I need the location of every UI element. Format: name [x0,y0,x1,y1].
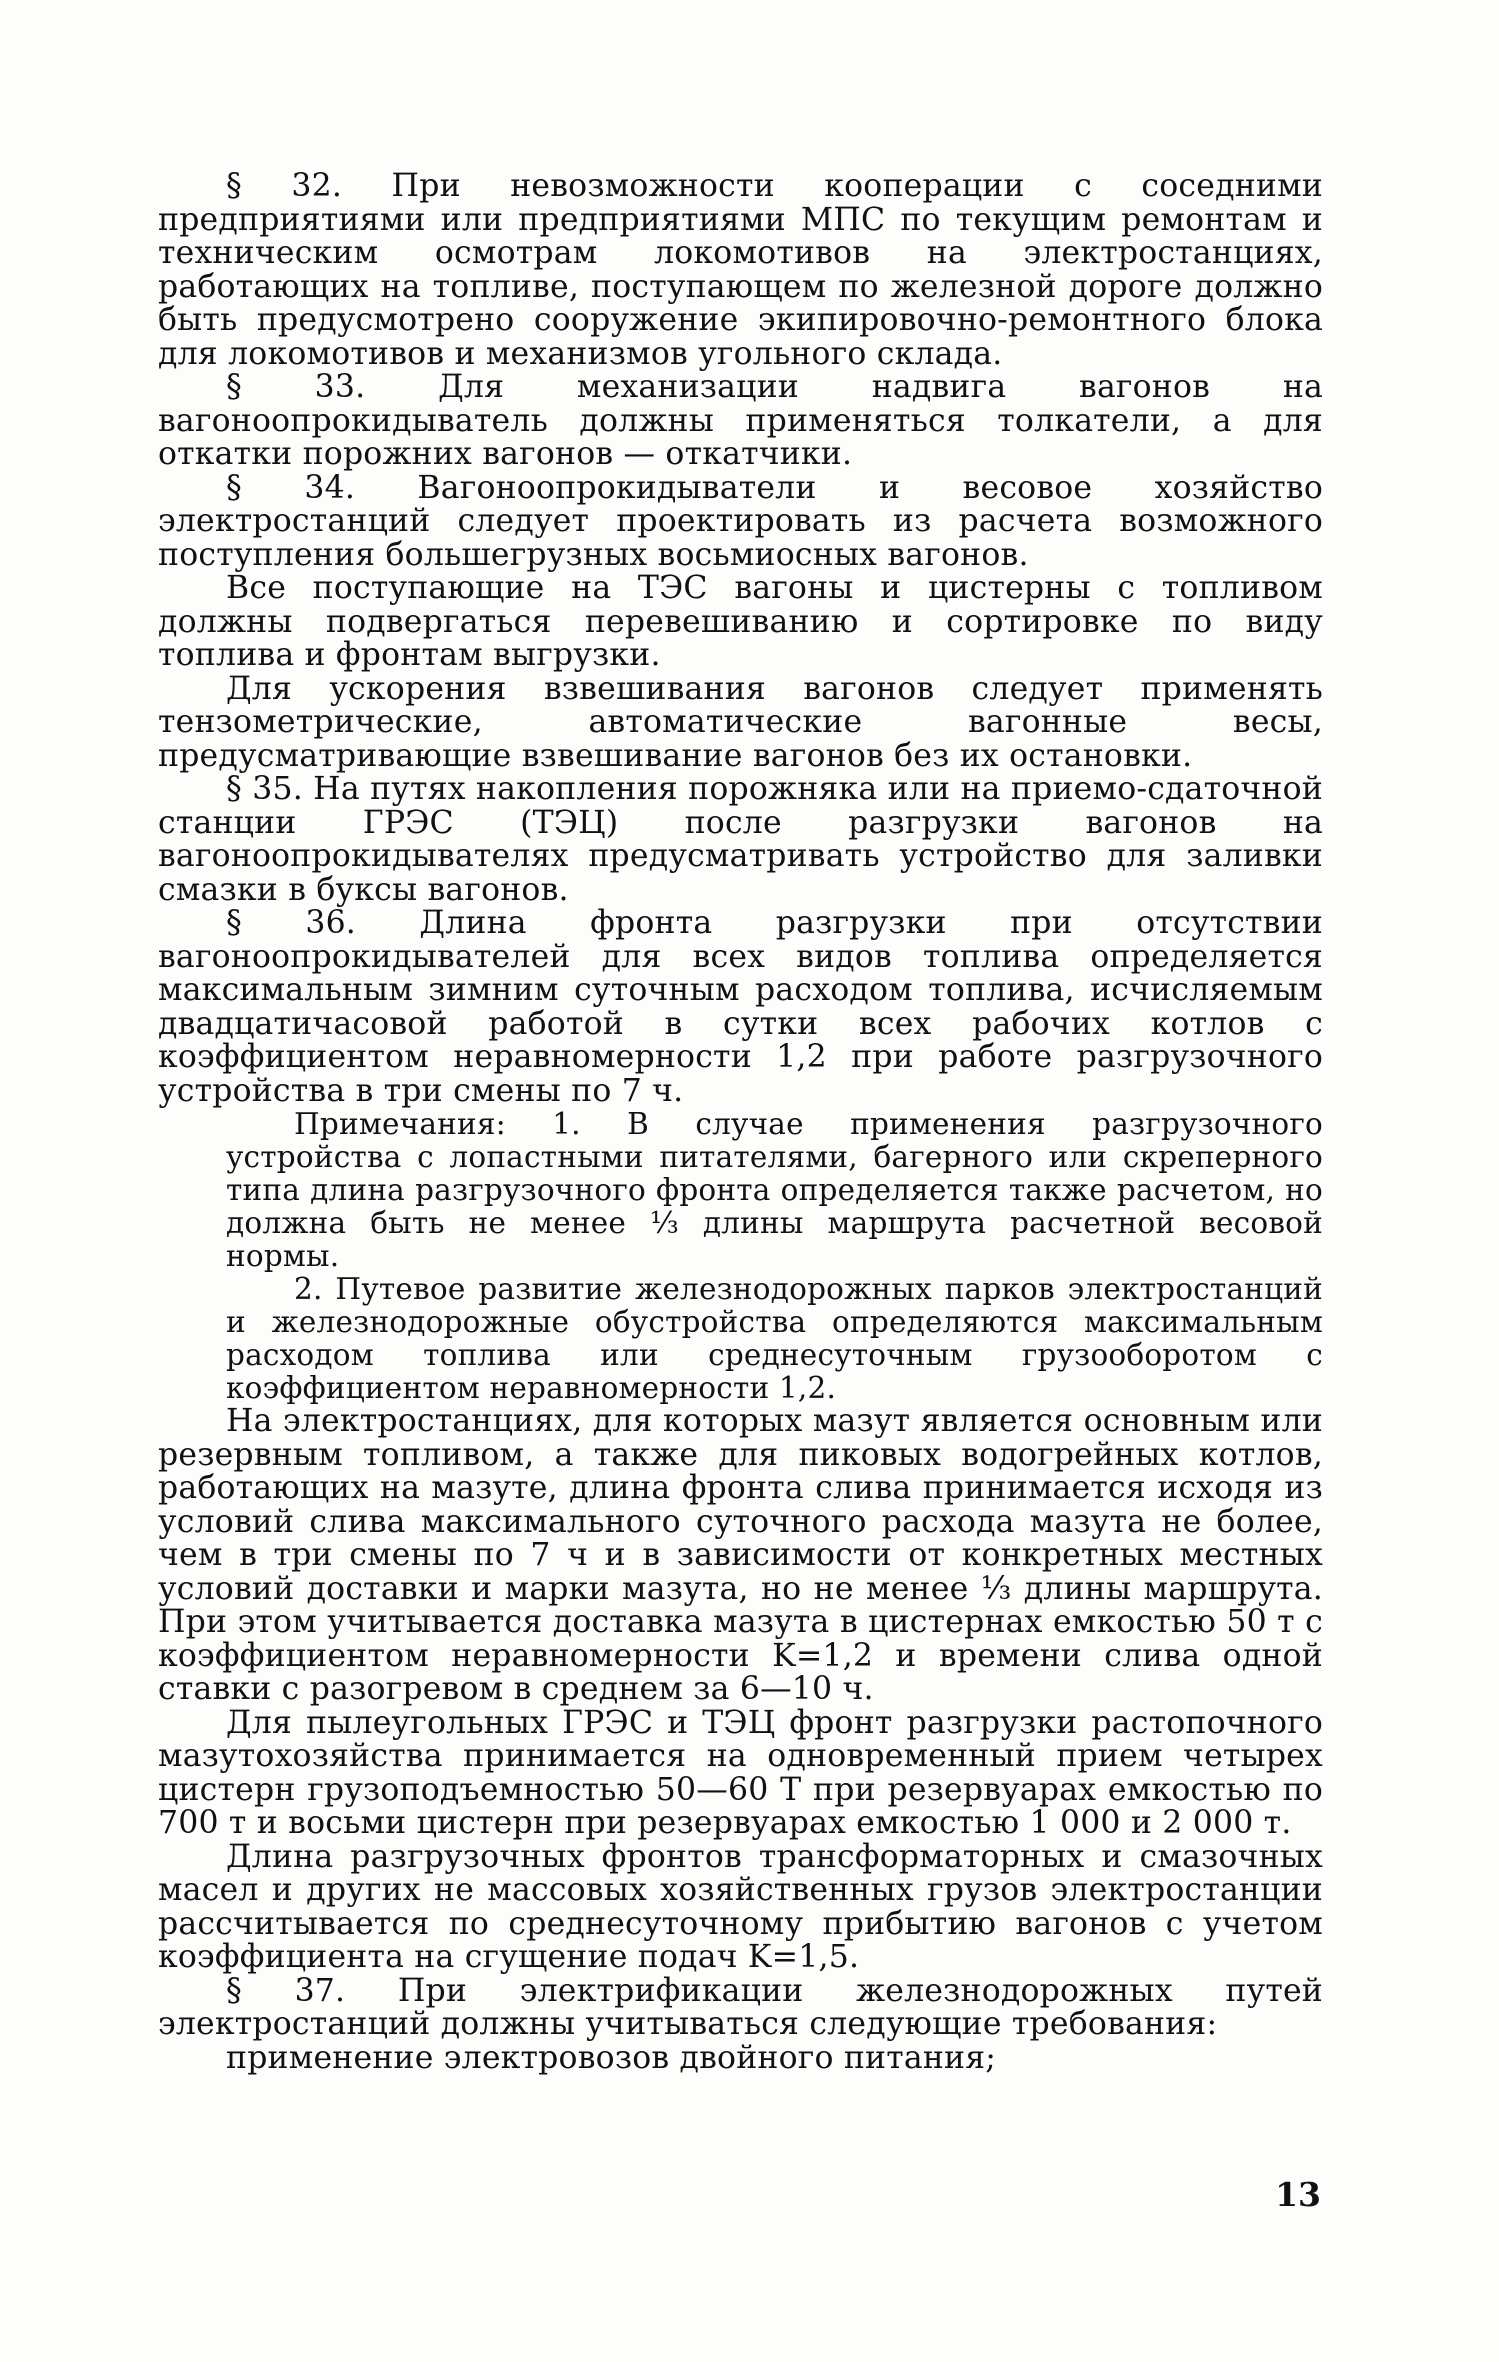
paragraph-34-weighing: Все поступающие на ТЭС вагоны и цистерны с топливом должны подвергаться перевешиванию и сортировке по виду топлива и фронтам выгрузки. [158,570,1323,673]
paragraph-37: § 37. При электрификации железнодорожных путей электростанций должны учитываться следующие требования: [158,1972,1323,2042]
paragraph-fuel-oil: На электростанциях, для которых мазут является основным или резервным топливом, а также для пиковых водогрейных котлов, работающих на мазуте, длина фронта слива принимается исходя из условий слива максимального суточного расхода мазута не более, чем в три смены по 7 ч и в зависимости от конкретных местных условий доставки и марки мазута, но не менее ⅓ длины маршрута. При этом учитывается доставка мазута в цистернах емкостью 50 т с коэффициентом неравномерности K=1,2 и времени слива одной ставки с разогревом в среднем за 6—10 ч. [158,1403,1323,1707]
body-text [158,170,1323,2075]
paragraph-34: § 34. Вагоноопрокидыватели и весовое хозяйство электростанций следует проектировать из расчета возможного поступления большегрузных восьмиосных вагонов. [158,469,1323,573]
paragraph-37-item: применение электровозов двойного питания; [226,2039,997,2076]
paragraph-32: § 32. При невозможности кооперации с соседними предприятиями или предприятиями МПС по текущим ремонтам и техническим осмотрам локомотивов на электростанциях, работающих на топливе, поступающем по железной дороге должно быть предусмотрено сооружение экипировочно-ремонтного блока для локомотивов и механизмов угольного склада. [158,168,1323,372]
paragraph-pulverized-coal: Для пылеугольных ГРЭС и ТЭЦ фронт разгрузки растопочного мазутохозяйства принимается на одновременный прием четырех цистерн грузоподъемностью 50—60 Т при резервуарах емкостью по 700 т и восьми цистерн при резервуарах емкостью 1 000 и 2 000 т. [158,1704,1323,1841]
paragraph-34-scales: Для ускорения взвешивания вагонов следует применять тензометрические, автоматические вагонные весы, предусматривающие взвешивание вагонов без их остановки. [158,670,1323,774]
note-2: 2. Путевое развитие железнодорожных парков электростанций и железнодорожные обустройства определяются максимальным расходом топлива или среднесуточным грузооборотом с коэффициентом неравномерности 1,2. [226,1272,1323,1405]
paragraph-33: § 33. Для механизации надвига вагонов на вагоноопрокидыватель должны применяться толкатели, а для откатки порожних вагонов — откатчики. [158,369,1323,472]
paragraph-oils: Длина разгрузочных фронтов трансформаторных и смазочных масел и других не массовых хозяйственных грузов электростанции рассчитывается по среднесуточному прибытию вагонов с учетом коэффициента на сгущение подач K=1,5. [158,1838,1323,1975]
paragraph-35: § 35. На путях накопления порожняка или на приемо-сдаточной станции ГРЭС (ТЭЦ) после разгрузки вагонов на вагоноопрокидывателях предусматривать устройство для заливки смазки в буксы вагонов. [158,771,1323,908]
paragraph-36: § 36. Длина фронта разгрузки при отсутствии вагоноопрокидывателей для всех видов топлива определяется максимальным зимним суточным расходом топлива, исчисляемым двадцатичасовой работой в сутки всех рабочих котлов с коэффициентом неравномерности 1,2 при работе разгрузочного устройства в три смены по 7 ч. [158,905,1323,1109]
page-number: 13 [1275,2175,1321,2214]
note-1: Примечания: 1. В случае применения разгрузочного устройства с лопастными питателями, багерного или скреперного типа длина разгрузочного фронта определяется также расчетом, но должна быть не менее ⅓ длины маршрута расчетной весовой нормы. [226,1107,1323,1273]
